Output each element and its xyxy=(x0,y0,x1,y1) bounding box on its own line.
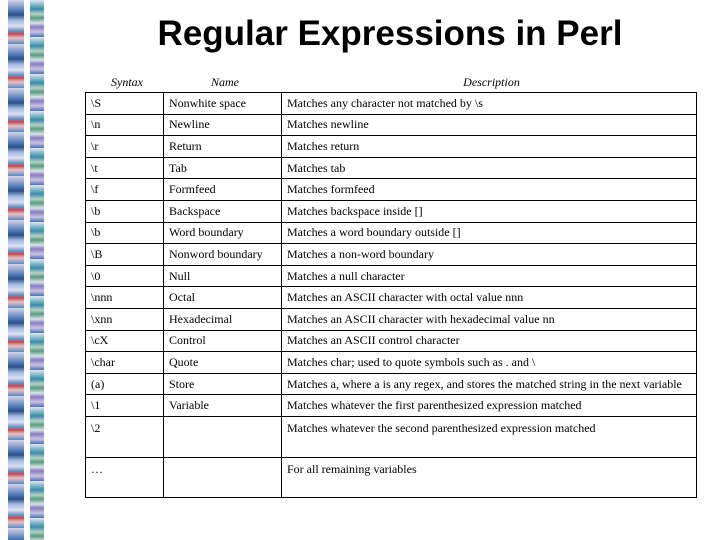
cell-syntax: \f xyxy=(86,179,164,201)
table-row xyxy=(86,157,697,179)
cell-description: Matches whatever the first parenthesized expression matched xyxy=(282,395,697,417)
cell-syntax: \t xyxy=(86,157,164,179)
table-row xyxy=(86,308,697,330)
page-title: Regular Expressions in Perl xyxy=(157,14,623,53)
cell-name: Quote xyxy=(164,352,282,374)
cell-syntax: \b xyxy=(86,222,164,244)
table-row xyxy=(86,352,697,374)
cell-syntax: \0 xyxy=(86,265,164,287)
cell-description: For all remaining variables xyxy=(282,458,697,498)
cell-name: Return xyxy=(164,136,282,158)
cell-description: Matches a word boundary outside [] xyxy=(282,222,697,244)
cell-name: Hexadecimal xyxy=(164,308,282,330)
table-row xyxy=(86,395,697,417)
cell-syntax: \r xyxy=(86,136,164,158)
cell-name: Backspace xyxy=(164,200,282,222)
cell-description: Matches a, where a is any regex, and stores the matched string in the next variable xyxy=(282,373,697,395)
cell-description: Matches formfeed xyxy=(282,179,697,201)
cell-description: Matches any character not matched by \s xyxy=(282,93,697,115)
table-row xyxy=(86,458,697,498)
cell-name: Nonwhite space xyxy=(164,93,282,115)
regex-table xyxy=(85,72,697,498)
decorative-strip-right xyxy=(30,0,44,540)
cell-description: Matches whatever the second parenthesized expression matched xyxy=(282,417,697,458)
header-name: Name xyxy=(164,72,282,93)
table-row xyxy=(86,330,697,352)
table-row xyxy=(86,136,697,158)
cell-description: Matches an ASCII character with hexadecimal value nn xyxy=(282,308,697,330)
cell-syntax: \S xyxy=(86,93,164,115)
cell-name: Null xyxy=(164,265,282,287)
cell-description: Matches a null character xyxy=(282,265,697,287)
table-row xyxy=(86,373,697,395)
table-row xyxy=(86,93,697,115)
cell-syntax: \nnn xyxy=(86,287,164,309)
header-description: Description xyxy=(282,72,697,93)
cell-name: Octal xyxy=(164,287,282,309)
cell-syntax: \b xyxy=(86,200,164,222)
cell-description: Matches newline xyxy=(282,114,697,136)
table-header-row xyxy=(86,72,697,93)
cell-name: Nonword boundary xyxy=(164,244,282,266)
table-row xyxy=(86,114,697,136)
cell-syntax: (a) xyxy=(86,373,164,395)
cell-syntax: \cX xyxy=(86,330,164,352)
cell-description: Matches return xyxy=(282,136,697,158)
cell-syntax: \2 xyxy=(86,417,164,458)
cell-name xyxy=(164,417,282,458)
table-row xyxy=(86,179,697,201)
cell-description: Matches char; used to quote symbols such as . and \ xyxy=(282,352,697,374)
table-row xyxy=(86,265,697,287)
cell-name: Store xyxy=(164,373,282,395)
cell-name: Variable xyxy=(164,395,282,417)
header-syntax: Syntax xyxy=(86,72,164,93)
table-row xyxy=(86,287,697,309)
cell-syntax: \1 xyxy=(86,395,164,417)
cell-syntax: \xnn xyxy=(86,308,164,330)
cell-name: Control xyxy=(164,330,282,352)
cell-syntax: … xyxy=(86,458,164,498)
cell-name: Newline xyxy=(164,114,282,136)
cell-name: Formfeed xyxy=(164,179,282,201)
table-row xyxy=(86,200,697,222)
table-row xyxy=(86,244,697,266)
cell-description: Matches tab xyxy=(282,157,697,179)
decorative-strip-left xyxy=(8,0,24,540)
cell-description: Matches an ASCII control character xyxy=(282,330,697,352)
table-row xyxy=(86,417,697,458)
cell-description: Matches a non-word boundary xyxy=(282,244,697,266)
cell-description: Matches an ASCII character with octal value nnn xyxy=(282,287,697,309)
cell-name: Word boundary xyxy=(164,222,282,244)
cell-description: Matches backspace inside [] xyxy=(282,200,697,222)
cell-syntax: \char xyxy=(86,352,164,374)
cell-syntax: \n xyxy=(86,114,164,136)
table-row xyxy=(86,222,697,244)
cell-name xyxy=(164,458,282,498)
cell-name: Tab xyxy=(164,157,282,179)
cell-syntax: \B xyxy=(86,244,164,266)
